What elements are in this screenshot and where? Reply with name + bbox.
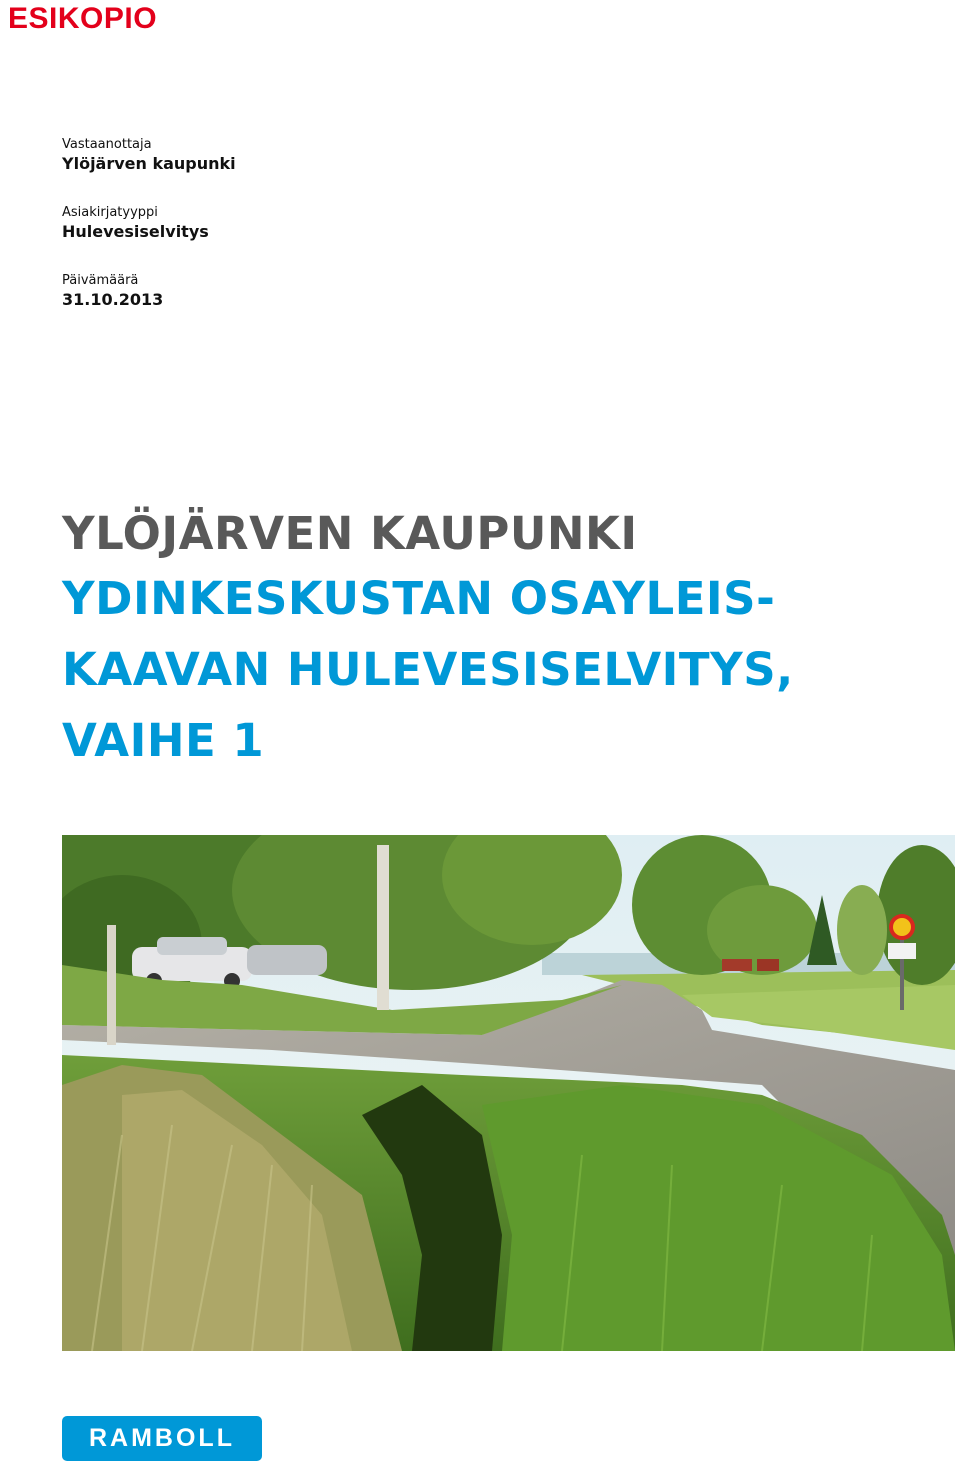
date-block <box>62 273 163 309</box>
draft-stamp: ESIKOPIO <box>8 2 158 35</box>
ramboll-logo <box>62 1416 262 1461</box>
cover-photo-illustration <box>62 835 955 1351</box>
title-client: YLÖJÄRVEN KAUPUNKI <box>62 507 638 560</box>
document-title <box>62 505 942 776</box>
recipient-value: Ylöjärven kaupunki <box>62 154 236 173</box>
title-line-4: VAIHE 1 <box>62 714 265 767</box>
document-type-label: Asiakirjatyyppi <box>62 205 158 220</box>
title-line-3: KAAVAN HULEVESISELVITYS, <box>62 643 794 696</box>
recipient-block <box>62 137 236 173</box>
ramboll-logo-text: RAMBOLL <box>89 1424 235 1452</box>
document-type-block <box>62 205 209 241</box>
date-label: Päivämäärä <box>62 273 139 288</box>
cover-photo <box>62 835 955 1351</box>
title-line-2: YDINKESKUSTAN OSAYLEIS- <box>62 572 776 625</box>
recipient-label: Vastaanottaja <box>62 137 152 152</box>
date-value: 31.10.2013 <box>62 290 164 309</box>
document-type-value: Hulevesiselvitys <box>62 222 209 241</box>
